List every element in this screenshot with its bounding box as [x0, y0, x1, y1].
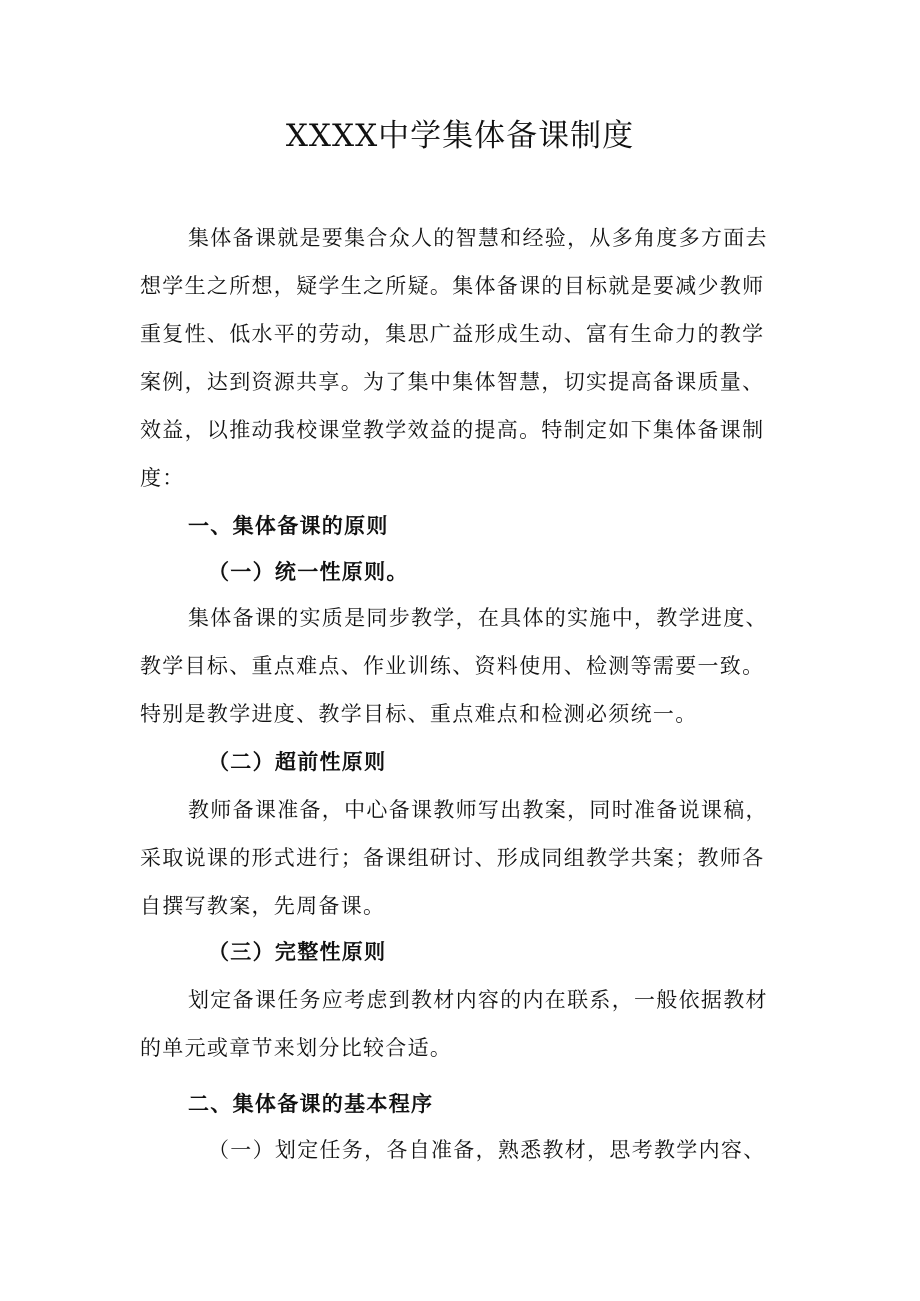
- paragraph-line: 特别是教学进度、教学目标、重点难点和检测必须统一。: [140, 702, 698, 726]
- section-heading: 二、集体备课的基本程序: [188, 1092, 434, 1116]
- subsection-heading: （三）完整性原则: [208, 940, 387, 964]
- document-title: XXXX中学集体备课制度: [285, 118, 635, 154]
- intro-line: 集体备课就是要集合众人的智慧和经验，从多角度多方面去: [188, 226, 768, 250]
- paragraph-line: 划定备课任务应考虑到教材内容的内在联系，一般依据教材: [188, 988, 768, 1012]
- intro-line: 案例，达到资源共享。为了集中集体智慧，切实提高备课质量、: [140, 370, 765, 394]
- paragraph-line: 的单元或章节来划分比较合适。: [140, 1036, 453, 1060]
- paragraph-line: 自撰写教案，先周备课。: [140, 894, 386, 918]
- intro-line: 度：: [140, 466, 185, 490]
- paragraph-line: 采取说课的形式进行；备课组研讨、形成同组教学共案；教师各: [140, 846, 765, 870]
- intro-line: 效益，以推动我校课堂教学效益的提高。特制定如下集体备课制: [140, 418, 765, 442]
- intro-line: 想学生之所想，疑学生之所疑。集体备课的目标就是要减少教师: [140, 274, 765, 298]
- paragraph-line: 集体备课的实质是同步教学，在具体的实施中，教学进度、: [188, 606, 768, 630]
- intro-line: 重复性、低水平的劳动，集思广益形成生动、富有生命力的教学: [140, 322, 765, 346]
- paragraph-line: 教学目标、重点难点、作业训练、资料使用、检测等需要一致。: [140, 654, 765, 678]
- subsection-heading: （一）统一性原则。: [208, 560, 409, 584]
- paragraph-line: 教师备课准备，中心备课教师写出教案，同时准备说课稿，: [188, 798, 768, 822]
- section-heading: 一、集体备课的原则: [188, 514, 389, 538]
- subsection-heading: （二）超前性原则: [208, 750, 387, 774]
- paragraph-line: （一）划定任务，各自准备，熟悉教材，思考教学内容、: [208, 1138, 766, 1162]
